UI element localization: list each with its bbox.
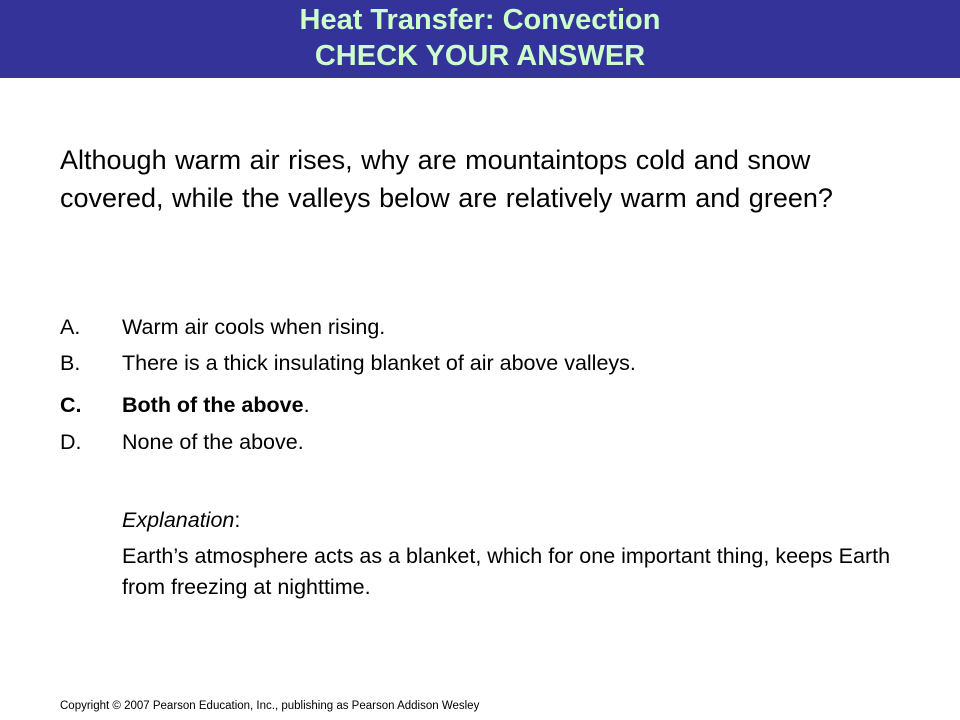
slide-subtitle: CHECK YOUR ANSWER [314, 40, 646, 72]
option-c-letter: C. [60, 393, 82, 417]
option-a-letter: A. [60, 315, 81, 339]
option-c-text-wrap [122, 392, 310, 418]
option-c-text: Both of the above [122, 393, 304, 417]
option-a-text: Warm air cools when rising. [122, 315, 386, 339]
copyright-footer: Copyright © 2007 Pearson Education, Inc., publishing as Pearson Addison Wesley [60, 700, 480, 712]
explanation-text: Earth’s atmosphere acts as a blanket, which for one important thing, keeps Earth from freezing at nighttime. [122, 544, 891, 599]
title-bar [0, 0, 960, 78]
explanation-label [122, 507, 240, 533]
option-c-suffix: . [303, 393, 310, 417]
explanation-label-suffix: : [234, 508, 241, 532]
question-text: Although warm air rises, why are mountaintops cold and snow covered, while the valleys below are relatively warm and green? [60, 145, 833, 213]
option-b-letter: B. [60, 351, 81, 375]
option-d-text: None of the above. [122, 430, 304, 454]
option-d-letter: D. [60, 430, 82, 454]
explanation-label-text: Explanation [122, 508, 235, 532]
option-b-text: There is a thick insulating blanket of air above valleys. [122, 351, 636, 375]
slide-title: Heat Transfer: Convection [299, 4, 661, 36]
